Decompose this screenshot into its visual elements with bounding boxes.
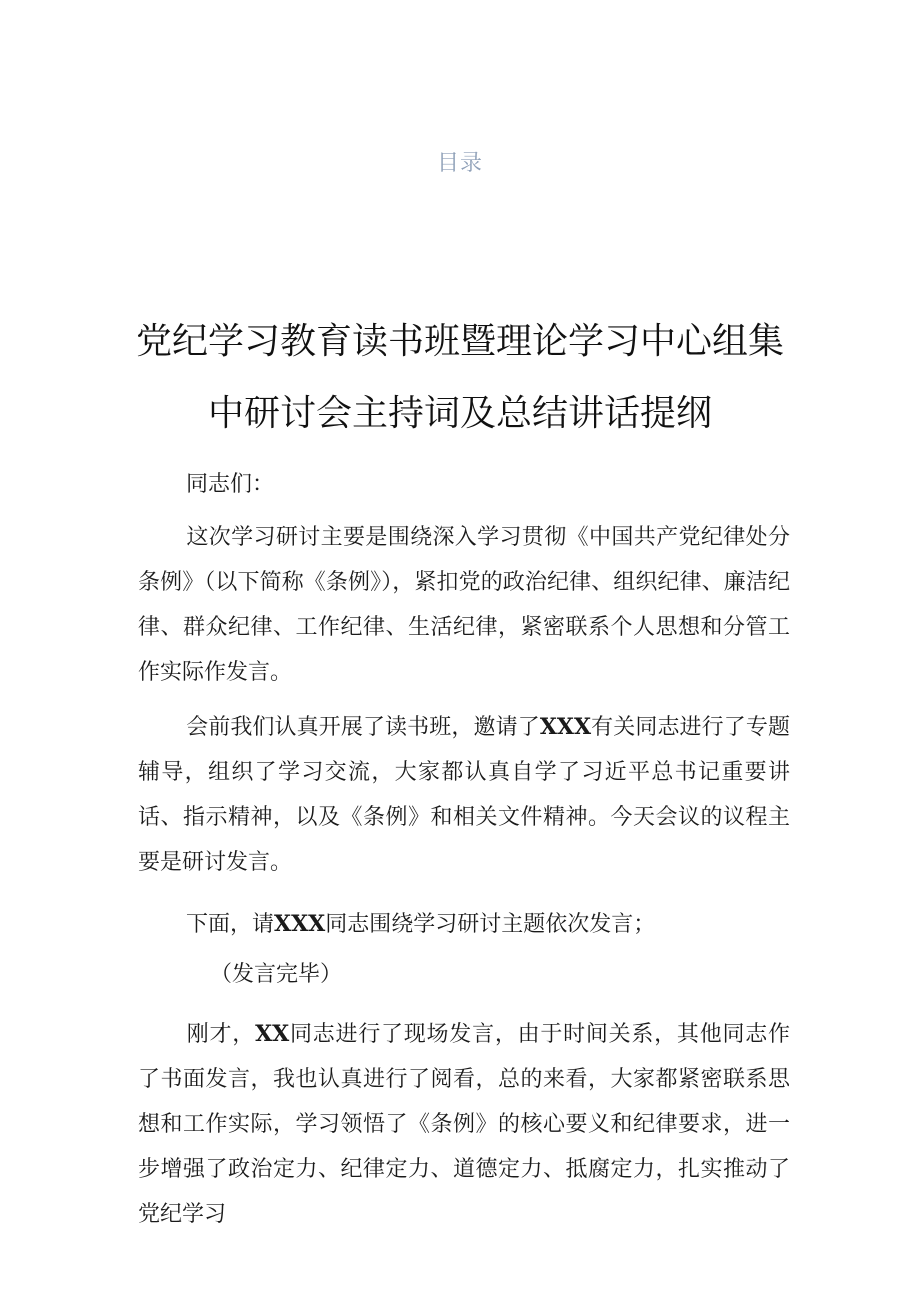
paragraph-2 [138, 705, 790, 885]
document-title-line-1: 党纪学习教育读书班暨理论学习中心组集 [135, 321, 784, 362]
paragraph-1 [138, 515, 790, 695]
document-title-line-2: 中研讨会主持词及总结讲话提纲 [207, 393, 712, 434]
paragraph-3-text-b: 同志围绕学习研讨主题依次发言； [325, 912, 656, 937]
paragraph-1-text: 这次学习研讨主要是围绕深入学习贯彻《中国共产党纪律处分条例》（以下简称《条例》），紧扣党的政治纪律、组织纪律、廉洁纪律、群众纪律、工作纪律、生活纪律，紧密联系个人思想和分管工作实际作发言。 [138, 525, 790, 685]
paragraph-5-text-a: 刚才， [186, 1022, 256, 1047]
paragraph-4-note: （发言完毕） [210, 962, 343, 987]
salutation: 同志们： [186, 472, 275, 497]
paragraph-3-name: XXX [274, 911, 326, 937]
paragraph-5-text-b: 同志进行了现场发言，由于时间关系，其他同志作了书面发言，我也认真进行了阅看，总的来看，大家都紧密联系思想和工作实际，学习领悟了《条例》的核心要义和纪律要求，进一步增强了政治定力、纪律定力、道德定力、抵腐定力，扎实推动了党纪学习 [138, 1022, 790, 1227]
paragraph-2-name: XXX [539, 714, 592, 740]
paragraph-3 [186, 902, 806, 947]
paragraph-5-name: XX [255, 1021, 290, 1047]
paragraph-3-text-a: 下面，请 [186, 912, 275, 937]
paragraph-2-text-a: 会前我们认真开展了读书班，邀请了 [186, 715, 540, 740]
paragraph-5 [138, 1012, 790, 1237]
toc-heading[interactable]: 目录 [436, 151, 483, 176]
paragraph-2-text-b: 有关同志进行了专题辅导，组织了学习交流，大家都认真自学了习近平总书记重要讲话、指示精神，以及《条例》和相关文件精神。今天会议的议程主要是研讨发言。 [138, 715, 790, 875]
document-title [110, 306, 810, 450]
